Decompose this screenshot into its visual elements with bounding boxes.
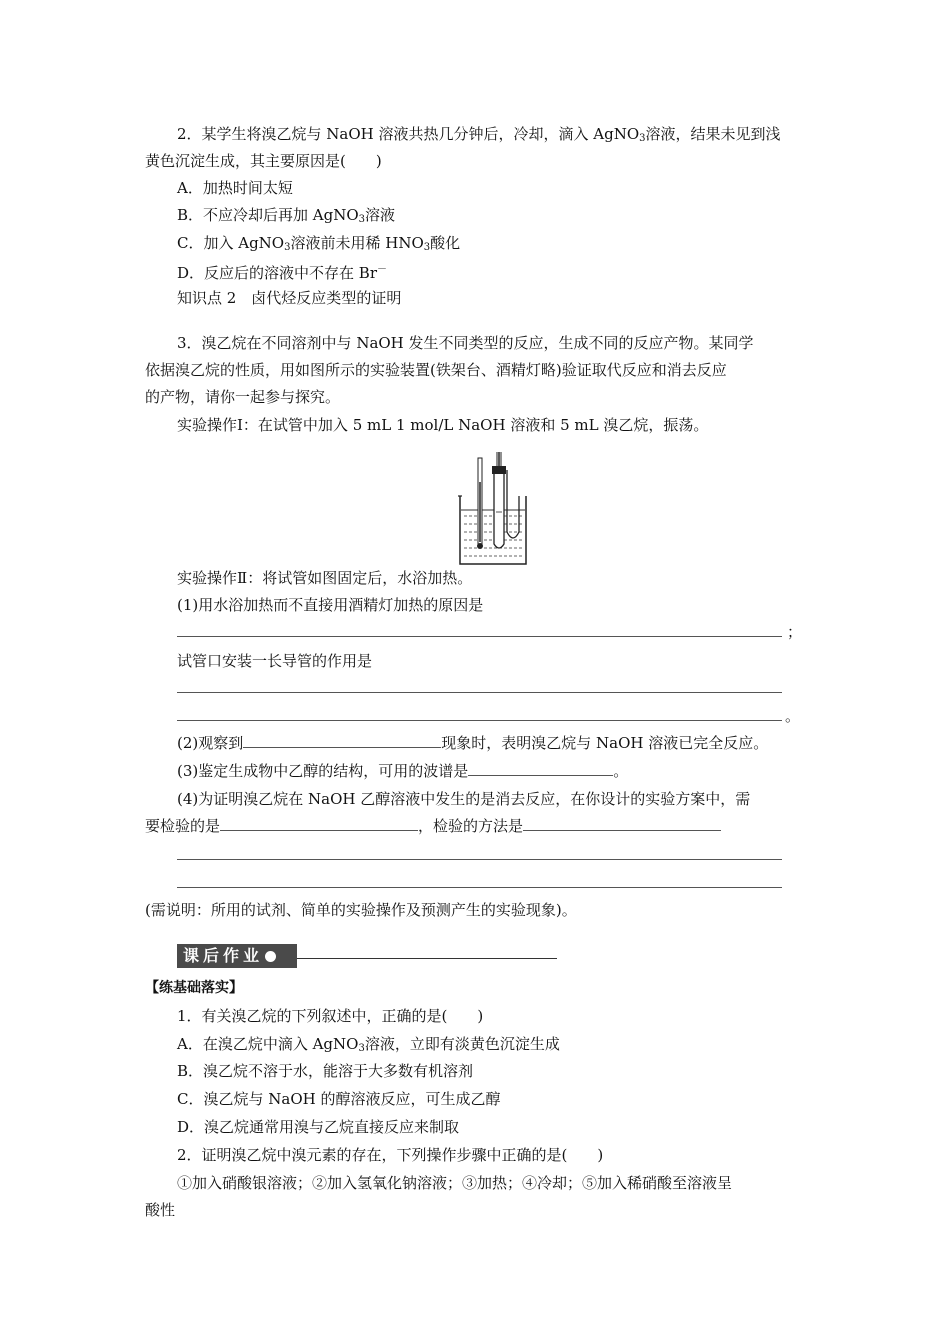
answer-blank-4[interactable] (243, 733, 441, 748)
answer-blank-8[interactable] (177, 859, 782, 860)
q2-stem-line1: 2．某学生将溴乙烷与 NaOH 溶液共热几分钟后，冷却，滴入 AgNO$_3$溶液，结果未见到浅 (177, 125, 781, 144)
hw2-steps-line1: ①加入硝酸银溶液；②加入氢氧化钠溶液；③加热；④冷却；⑤加入稀硝酸至溶液呈 (177, 1174, 733, 1192)
q2-option-a: A．加热时间太短 (177, 179, 293, 197)
q3-sub1-prompt: (1)用水浴加热而不直接用酒精灯加热的原因是 (177, 596, 484, 614)
q2-stem-line2: 黄色沉淀生成，其主要原因是( ) (145, 152, 382, 170)
q3-stem-line1: 3．溴乙烷在不同溶剂中与 NaOH 发生不同类型的反应，生成不同的反应产物。某同学 (177, 334, 754, 352)
q2-option-b: B．不应冷却后再加 AgNO$_3$溶液 (177, 206, 396, 225)
dot-icon (265, 951, 276, 962)
q3-sub2: (2)观察到 现象时，表明溴乙烷与 NaOH 溶液已完全反应。 (177, 734, 769, 752)
semicolon: ； (787, 623, 803, 641)
q3-stem-line3: 的产物，请你一起参与探究。 (145, 388, 341, 406)
hw1-stem: 1．有关溴乙烷的下列叙述中，正确的是( ) (177, 1007, 484, 1025)
q3-sub3: (3)鉴定生成物中乙醇的结构，可用的波谱是 。 (177, 762, 629, 780)
hw2-stem: 2．证明溴乙烷中溴元素的存在，下列操作步骤中正确的是( ) (177, 1146, 604, 1164)
section-heading: 【练基础落实】 (145, 980, 243, 996)
knowledge-point-heading: 知识点 2 卤代烃反应类型的证明 (177, 289, 402, 307)
period: 。 (785, 707, 801, 725)
homework-banner: 课后作业 (177, 944, 297, 968)
hw2-steps-line2: 酸性 (145, 1201, 176, 1219)
hw1-option-d: D．溴乙烷通常用溴与乙烷直接反应来制取 (177, 1118, 460, 1136)
hw1-option-b: B．溴乙烷不溶于水，能溶于大多数有机溶剂 (177, 1062, 474, 1080)
q2-option-c: C．加入 AgNO$_3$溶液前未用稀 $HNO_3$酸化 (177, 234, 461, 253)
answer-blank-7[interactable] (523, 816, 721, 831)
q3-sub4-line2: 要检验的是 ，检验的方法是 (145, 816, 721, 836)
answer-blank-1[interactable] (177, 636, 782, 637)
hw1-option-c: C．溴乙烷与 NaOH 的醇溶液反应，可生成乙醇 (177, 1090, 501, 1108)
hw1-option-a: A．在溴乙烷中滴入 AgNO$_3$溶液，立即有淡黄色沉淀生成 (177, 1035, 560, 1054)
q3-sub4-line1: (4)为证明溴乙烷在 NaOH 乙醇溶液中发生的是消去反应，在你设计的实验方案中，需 (177, 790, 751, 808)
q3-stem-line2: 依据溴乙烷的性质，用如图所示的实验装置(铁架台、酒精灯略)验证取代反应和消去反应 (145, 361, 727, 379)
answer-blank-9[interactable] (177, 887, 782, 888)
banner-divider (297, 958, 557, 959)
answer-blank-5[interactable] (468, 761, 613, 776)
answer-blank-6[interactable] (220, 816, 418, 831)
answer-blank-2[interactable] (177, 692, 782, 693)
q3-sub1b-prompt: 试管口安装一长导管的作用是 (177, 652, 373, 670)
q3-note: (需说明：所用的试剂、简单的实验操作及预测产生的实验现象)。 (145, 901, 577, 919)
q3-operation-1: 实验操作Ⅰ：在试管中加入 5 mL 1 mol/L NaOH 溶液和 5 mL 溴乙烷，振荡。 (177, 416, 709, 434)
water-bath-apparatus-figure (452, 452, 534, 568)
answer-blank-3[interactable] (177, 720, 782, 721)
q3-operation-2: 实验操作Ⅱ：将试管如图固定后，水浴加热。 (177, 569, 473, 587)
q2-option-d: D．反应后的溶液中不存在 Br－ (177, 264, 387, 282)
